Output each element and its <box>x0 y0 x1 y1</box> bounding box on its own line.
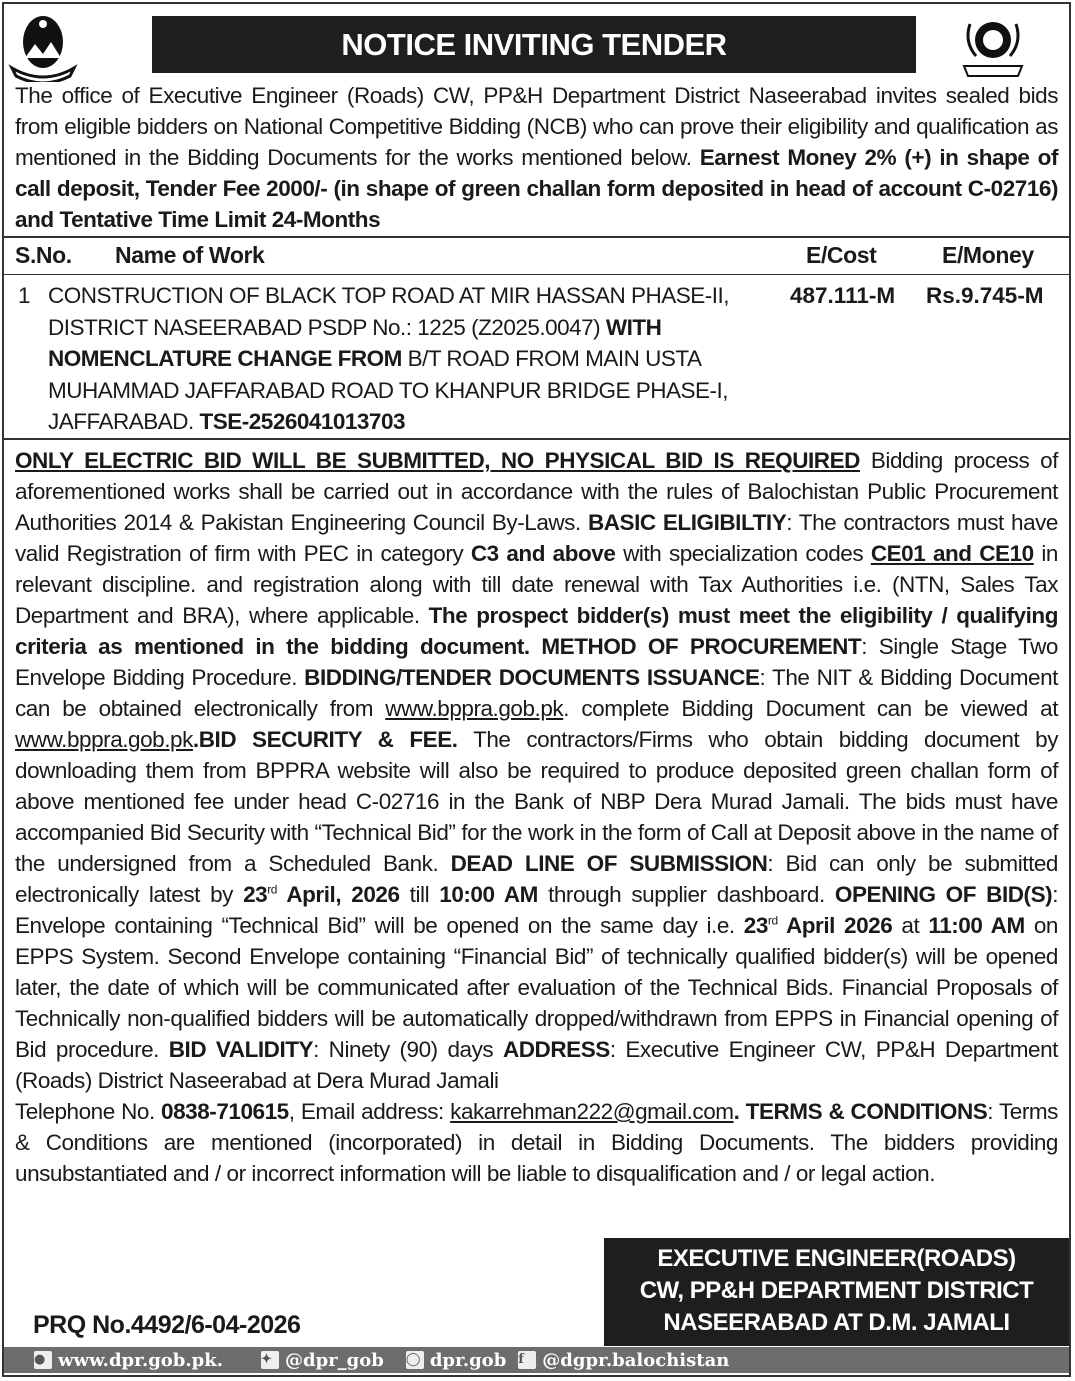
text-segment: ADDRESS <box>502 1037 610 1062</box>
text-segment: rd <box>267 882 278 897</box>
text-segment: in relevant discipline. and registration along with till date renewal with Tax Authorities i.e. (NTN, Sales Tax Department and BRA), where applicable. <box>15 541 1058 628</box>
text-segment: The contractors/Firms who obtain bidding document by downloading them from BPPRA website will also be required to produce deposited green challan form of above mentioned fee under head C-02716 in the Bank of NBP Dera Murad Jamali. The bids must have accompanied Bid Security with “Technical Bid” for the work in the form of Call at Deposit above in the name of the undersigned from a Scheduled Bank. <box>15 727 1058 876</box>
signature-line: EXECUTIVE ENGINEER(ROADS) <box>657 1245 1016 1272</box>
text-segment: BIDDING/TENDER DOCUMENTS ISSUANCE <box>304 665 760 690</box>
terms-paragraph <box>15 445 1058 1189</box>
instagram-link[interactable]: ◯ dpr.gob <box>405 1349 507 1371</box>
row-sno: 1 <box>18 283 31 308</box>
text-segment: BID VALIDITY <box>168 1037 314 1062</box>
text-segment: 10:00 AM <box>439 882 538 907</box>
balochistan-govt-logo <box>8 10 78 82</box>
text-segment: B/T ROAD FROM MAIN USTA MUHAMMAD JAFFARABAD ROAD TO KHANPUR BRIDGE PHASE-I, JAFFARABAD. <box>48 346 729 434</box>
prq-number: PRQ No.4492/6-04-2026 <box>33 1311 301 1339</box>
header-name-of-work: Name of Work <box>115 242 265 268</box>
text-segment: : The NIT & Bidding Document can be obtained electronically from <box>15 665 1058 721</box>
text-segment: CONSTRUCTION OF BLACK TOP ROAD AT MIR HASSAN PHASE-II, DISTRICT NASEERABAD PSDP No.: 1225 (Z2025.0047) <box>48 283 730 340</box>
text-segment: TSE-2526041013703 <box>199 409 405 434</box>
text-segment: 23 <box>243 882 268 907</box>
row-emoney: Rs.9.745-M <box>926 283 1044 308</box>
text-segment: : Ninety (90) days <box>313 1037 503 1062</box>
signature-line: CW, PP&H DEPARTMENT DISTRICT <box>639 1277 1034 1304</box>
website-link[interactable]: ● www.dpr.gob.pk. <box>34 1349 223 1371</box>
text-segment: Bidding process of aforementioned works shall be carried out in accordance with the rules of Balochistan Public Procurement Authorities 2014 & Pakistan Engineering Council By-Laws. <box>15 448 1059 535</box>
link-text[interactable]: www.bppra.gob.pk <box>385 696 564 721</box>
text-segment: .BID SECURITY & FEE. <box>192 727 458 752</box>
text-segment: , Email address: <box>288 1099 451 1124</box>
header-emoney: E/Money <box>942 242 1034 268</box>
text-segment: : The contractors must have valid Registration of firm with PEC in category <box>15 510 1058 566</box>
text-segment: with specialization codes <box>615 541 871 566</box>
text-segment: ONLY ELECTRIC BID WILL BE SUBMITTED, NO PHYSICAL BID IS REQUIRED <box>15 448 860 473</box>
footer-bar <box>4 1347 1069 1373</box>
text-segment: Telephone No. <box>15 1099 162 1124</box>
link-text[interactable]: www.bppra.gob.pk <box>15 727 193 752</box>
divider <box>4 274 1069 275</box>
text-segment: through supplier dashboard. <box>537 882 835 907</box>
text-segment: on EPPS System. Second Envelope containing “Financial Bid” of technically qualified bidder(s) will be opened later, the date of which will be communicated after evaluation of the Technical Bids. Financial Proposals of Technically non-qualified bidders will be automatically dropped/withdrawn from EPPS in Financial opening of Bid procedure. <box>15 913 1058 1062</box>
text-segment: 0838-710615 <box>161 1099 289 1124</box>
text-segment: . TERMS & CONDITIONS <box>733 1099 988 1124</box>
divider <box>4 438 1069 440</box>
text-segment: : Terms & Conditions are mentioned (incorporated) in detail in Bidding Documents. The bidders providing unsubstantiated and / or incorrect information will be liable to disqualification and / or legal action. <box>15 1099 1058 1186</box>
link-text[interactable]: kakarrehman222@gmail.com <box>450 1099 734 1124</box>
header-sno: S.No. <box>15 242 72 268</box>
signature-block <box>604 1238 1069 1346</box>
text-segment: WITH NOMENCLATURE CHANGE FROM <box>48 314 662 371</box>
text-segment: OPENING OF BID(S) <box>834 882 1053 907</box>
text-segment: April 2026 <box>777 913 893 938</box>
text-segment: Earnest Money 2% (+) in shape of call deposit, Tender Fee 2000/- (in shape of green challan form deposited in head of account C-02716) and Tentative Time Limit 24-Months <box>15 145 1058 232</box>
row-ecost: 487.111-M <box>790 283 896 308</box>
globe-icon: ● <box>34 1351 52 1369</box>
department-emblem-logo <box>958 10 1028 82</box>
page-title: NOTICE INVITING TENDER <box>152 16 916 73</box>
text-segment: 23 <box>743 913 768 938</box>
text-segment: at <box>892 913 929 938</box>
signature-line: NASEERABAD AT D.M. JAMALI <box>663 1309 1010 1336</box>
text-segment: BASIC ELIGIBILTIY <box>587 510 787 535</box>
text-segment: 11:00 AM <box>928 913 1025 938</box>
row-work-name <box>48 280 768 438</box>
text-segment: : Single Stage Two Envelope Bidding Procedure. <box>15 634 1058 690</box>
text-segment: till <box>399 882 440 907</box>
intro-paragraph <box>15 80 1058 235</box>
divider <box>4 236 1069 238</box>
facebook-link[interactable]: f @dgpr.balochistan <box>518 1349 730 1371</box>
text-segment: DEAD LINE OF SUBMISSION <box>450 851 768 876</box>
text-segment: : Executive Engineer CW, PP&H Department (Roads) District Naseerabad at Dera Murad Jamali <box>15 1037 1058 1093</box>
text-segment: : Envelope containing “Technical Bid” will be opened on the same day i.e. <box>15 882 1059 938</box>
text-segment: The office of Executive Engineer (Roads) CW, PP&H Department District Naseerabad invites sealed bids from eligible bidders on National Competitive Bidding (NCB) who can prove their eligibility and qualification as mentioned in the Bidding Documents for the works mentioned below. <box>15 83 1058 170</box>
twitter-icon: ✦ <box>261 1351 279 1369</box>
text-segment: C3 and above <box>470 541 616 566</box>
text-segment: rd <box>767 913 778 928</box>
text-segment: . complete Bidding Document can be viewed at <box>563 696 1059 721</box>
text-segment: CE01 and CE10 <box>870 541 1034 566</box>
instagram-icon: ◯ <box>406 1351 424 1369</box>
facebook-icon: f <box>518 1351 536 1369</box>
text-segment: : Bid can only be submitted electronically latest by <box>15 851 1058 907</box>
header-ecost: E/Cost <box>806 242 877 268</box>
twitter-link[interactable]: ✦ @dpr_gob <box>260 1349 384 1371</box>
text-segment: April, 2026 <box>277 882 400 907</box>
text-segment: The prospect bidder(s) must meet the eligibility / qualifying criteria as mentioned in the bidding document. METHOD OF PROCUREMENT <box>15 603 1058 659</box>
